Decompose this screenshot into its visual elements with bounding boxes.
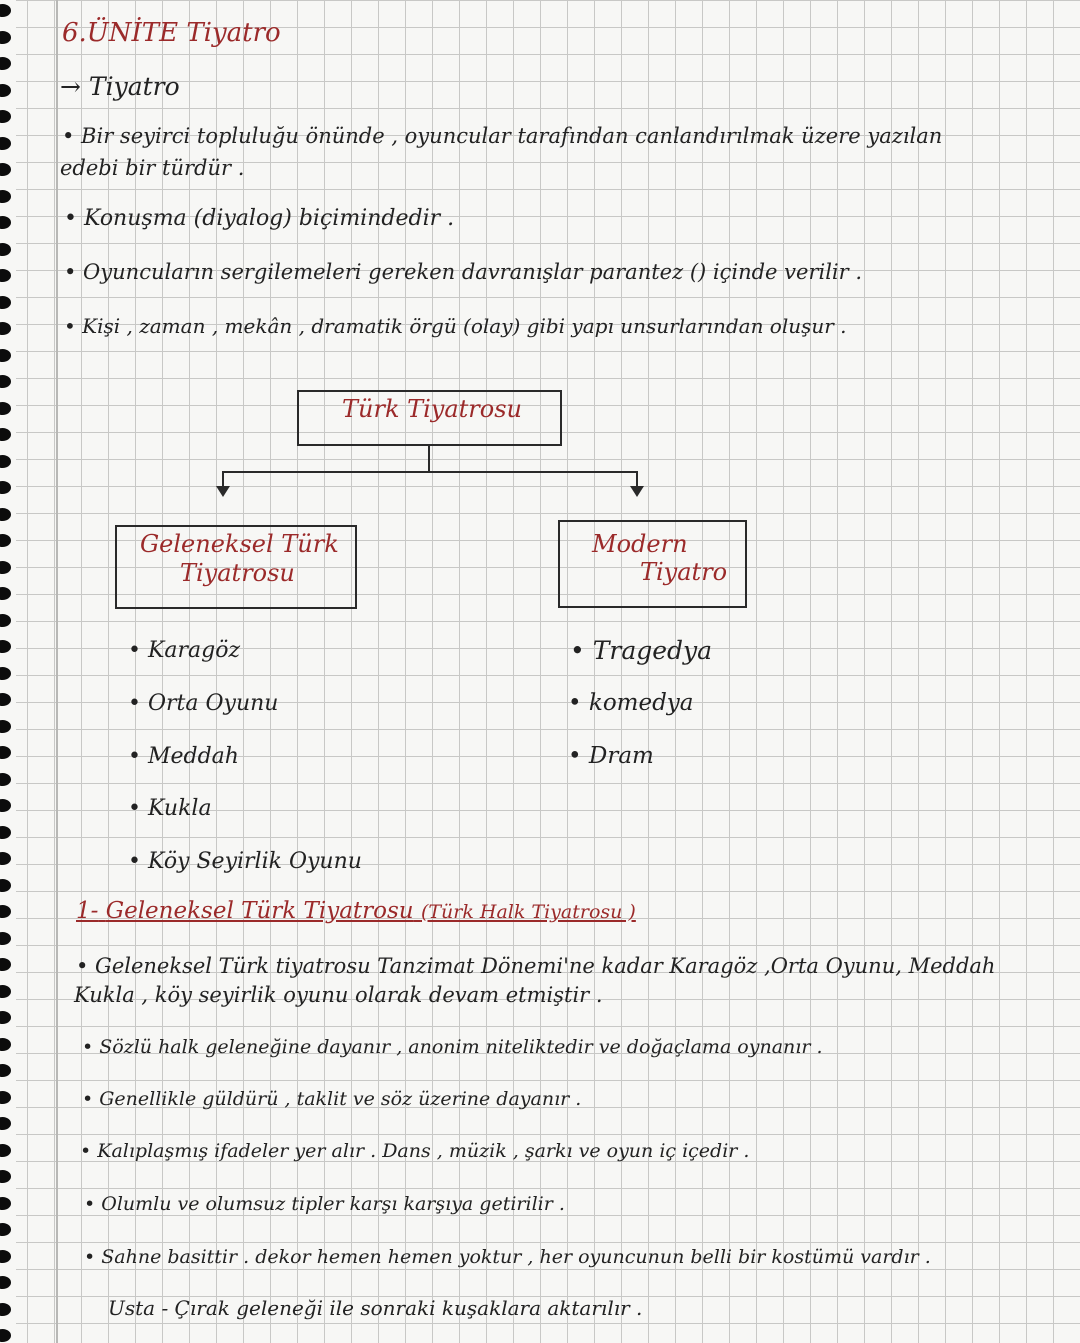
binding-hole	[0, 1303, 11, 1316]
binding-hole	[0, 163, 11, 176]
section-line: • Sözlü halk geleneğine dayanır , anonim niteliktedir ve doğaçlama oynanır .	[82, 1036, 823, 1058]
binding-hole	[0, 826, 11, 839]
binding-hole	[0, 1117, 11, 1130]
binding-hole	[0, 905, 11, 918]
binding-hole	[0, 985, 11, 998]
binding-hole	[0, 243, 11, 256]
binding-hole	[0, 561, 11, 574]
intro-line: • Oyuncuların sergilemeleri gereken davranışlar parantez () içinde verilir .	[64, 260, 863, 284]
binding-hole	[0, 296, 11, 309]
section-line: Usta - Çırak geleneği ile sonraki kuşaklara aktarılır .	[108, 1296, 643, 1320]
binding-hole	[0, 269, 11, 282]
left-list-item: • Orta Oyunu	[128, 691, 279, 716]
binding-hole	[0, 402, 11, 415]
intro-line: • Bir seyirci topluluğu önünde , oyuncular tarafından canlandırılmak üzere yazılan	[62, 124, 943, 148]
connector-stem	[428, 444, 430, 472]
binding-hole	[0, 322, 11, 335]
intro-line: • Konuşma (diyalog) biçimindedir .	[64, 206, 455, 231]
binding-hole	[0, 746, 11, 759]
section-line: Kukla , köy seyirlik oyunu olarak devam etmiştir .	[74, 983, 603, 1007]
binding-hole	[0, 958, 11, 971]
binding-hole	[0, 1276, 11, 1289]
binding-hole	[0, 1197, 11, 1210]
section-heading-number: 1-	[76, 898, 99, 924]
binding-hole	[0, 137, 11, 150]
binding-hole	[0, 1250, 11, 1263]
binding-hole	[0, 534, 11, 547]
intro-line: • Kişi , zaman , mekân , dramatik örgü (olay) gibi yapı unsurlarından oluşur .	[64, 314, 847, 338]
section-heading-text: Geleneksel Türk Tiyatrosu	[105, 898, 414, 924]
section-line: • Sahne basittir . dekor hemen hemen yoktur , her oyuncunun belli bir kostümü vardır .	[84, 1246, 931, 1268]
binding-hole	[0, 1011, 11, 1024]
section-line: • Genellikle güldürü , taklit ve söz üzerine dayanır .	[82, 1088, 582, 1110]
binding-hole	[0, 1091, 11, 1104]
spiral-binding	[0, 0, 16, 1343]
right-list-item: • Tragedya	[570, 636, 713, 665]
binding-hole	[0, 84, 11, 97]
connector-left-drop	[222, 471, 224, 487]
binding-hole	[0, 31, 11, 44]
binding-hole	[0, 190, 11, 203]
binding-hole	[0, 614, 11, 627]
arrow-down-icon	[630, 486, 644, 497]
left-list-item: • Köy Seyirlik Oyunu	[128, 849, 362, 874]
binding-hole	[0, 1223, 11, 1236]
binding-hole	[0, 1329, 11, 1342]
binding-hole	[0, 1170, 11, 1183]
binding-hole	[0, 57, 11, 70]
binding-hole	[0, 667, 11, 680]
connector-right-drop	[636, 471, 638, 487]
binding-hole	[0, 720, 11, 733]
diagram-right-label-line2: Tiyatro	[640, 558, 728, 586]
connector-bar	[222, 471, 638, 473]
binding-hole	[0, 852, 11, 865]
section-line: • Kalıplaşmış ifadeler yer alır . Dans , müzik , şarkı ve oyun iç içedir .	[80, 1140, 750, 1162]
binding-hole	[0, 932, 11, 945]
binding-hole	[0, 455, 11, 468]
right-list-item: • komedya	[568, 690, 694, 716]
binding-hole	[0, 799, 11, 812]
binding-hole	[0, 110, 11, 123]
section-heading	[76, 900, 636, 923]
binding-hole	[0, 1144, 11, 1157]
binding-hole	[0, 349, 11, 362]
page-title: 6.ÜNİTE Tiyatro	[62, 18, 281, 48]
binding-hole	[0, 508, 11, 521]
intro-line: edebi bir türdür .	[60, 156, 245, 180]
diagram-right-label-line1: Modern	[592, 530, 688, 558]
binding-hole	[0, 4, 11, 17]
binding-hole	[0, 428, 11, 441]
right-list-item: • Dram	[568, 743, 654, 769]
binding-hole	[0, 879, 11, 892]
diagram-root-label: Türk Tiyatrosu	[342, 395, 522, 423]
left-list-item: • Karagöz	[128, 638, 241, 663]
binding-hole	[0, 216, 11, 229]
section-heading-paren: (Türk Halk Tiyatrosu )	[420, 901, 636, 923]
binding-hole	[0, 481, 11, 494]
binding-hole	[0, 587, 11, 600]
left-list-item: • Kukla	[128, 796, 212, 821]
binding-hole	[0, 773, 11, 786]
binding-hole	[0, 375, 11, 388]
binding-hole	[0, 640, 11, 653]
margin-line	[56, 0, 58, 1343]
arrow-down-icon	[216, 486, 230, 497]
subheading: → Tiyatro	[60, 72, 180, 101]
diagram-left-label-line1: Geleneksel Türk	[140, 530, 339, 558]
binding-hole	[0, 1064, 11, 1077]
diagram-left-label-line2: Tiyatrosu	[180, 559, 295, 587]
binding-hole	[0, 693, 11, 706]
section-line: • Geleneksel Türk tiyatrosu Tanzimat Dönemi'ne kadar Karagöz ,Orta Oyunu, Meddah	[76, 954, 996, 978]
binding-hole	[0, 1038, 11, 1051]
section-line: • Olumlu ve olumsuz tipler karşı karşıya getirilir .	[84, 1193, 565, 1215]
left-list-item: • Meddah	[128, 744, 239, 769]
